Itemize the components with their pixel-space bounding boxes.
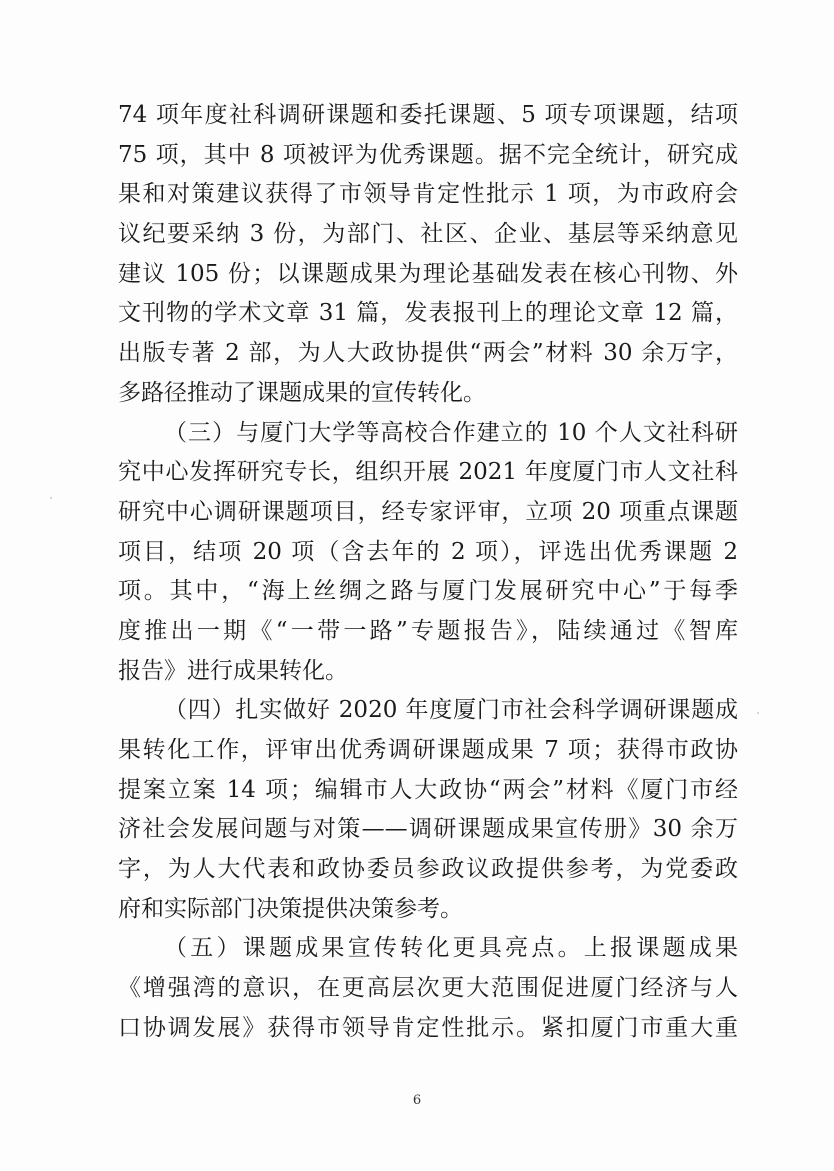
text-line: 出版专著 2 部，为人大政协提供“两会”材料 30 余万字， xyxy=(118,340,738,367)
text-line: 研究中心调研课题项目，经专家评审，立项 20 项重点课题 xyxy=(118,498,738,525)
text-line: 字，为人大代表和政协委员参政议政提供参考，为党委政 xyxy=(118,856,738,883)
text-line: （三）与厦门大学等高校合作建立的 10 个人文社科研 xyxy=(164,419,738,446)
text-line: 75 项，其中 8 项被评为优秀课题。据不完全统计，研究成 xyxy=(118,141,738,168)
body-text xyxy=(118,96,738,1049)
paragraph-2 xyxy=(118,414,738,692)
text-line: 口协调发展》获得市领导肯定性批示。紧扣厦门市重大重 xyxy=(118,1014,738,1041)
paragraph-3 xyxy=(118,691,738,929)
paragraph-4 xyxy=(118,929,738,1048)
scan-speck xyxy=(757,712,759,714)
text-line: 度推出一期《“一带一路”专题报告》，陆续通过《智库 xyxy=(118,617,738,644)
scan-speck xyxy=(50,497,52,499)
text-line: 项目，结项 20 项（含去年的 2 项），评选出优秀课题 2 xyxy=(118,538,738,565)
text-line: （四）扎实做好 2020 年度厦门市社会科学调研课题成 xyxy=(164,697,738,724)
paragraph-1 xyxy=(118,96,738,414)
text-line: （五）课题成果宣传转化更具亮点。上报课题成果 xyxy=(164,935,738,962)
text-line: 济社会发展问题与对策——调研课题成果宣传册》30 余万 xyxy=(118,816,738,843)
text-line: 议纪要采纳 3 份，为部门、社区、企业、基层等采纳意见 xyxy=(118,221,738,248)
text-line: 报告》进行成果转化。 xyxy=(118,657,348,684)
text-line: 多路径推动了课题成果的宣传转化。 xyxy=(118,379,486,406)
text-line: 《增强湾的意识，在更高层次更大范围促进厦门经济与人 xyxy=(118,975,738,1002)
text-line: 果转化工作，评审出优秀调研课题成果 7 项；获得市政协 xyxy=(118,737,738,763)
text-line: 项。其中，“海上丝绸之路与厦门发展研究中心”于每季 xyxy=(118,578,738,605)
text-line: 果和对策建议获得了市领导肯定性批示 1 项，为市政府会 xyxy=(118,181,738,208)
text-line: 究中心发挥研究专长，组织开展 2021 年度厦门市人文社科 xyxy=(118,459,738,486)
text-line: 建议 105 份；以课题成果为理论基础发表在核心刊物、外 xyxy=(118,260,738,287)
text-line: 文刊物的学术文章 31 篇，发表报刊上的理论文章 12 篇， xyxy=(118,300,738,327)
text-line: 74 项年度社科调研课题和委托课题、5 项专项课题，结项 xyxy=(118,102,738,128)
page-number: 6 xyxy=(412,1093,422,1108)
text-line: 府和实际部门决策提供决策参考。 xyxy=(118,895,463,922)
text-line: 提案立案 14 项；编辑市人大政协“两会”材料《厦门市经 xyxy=(118,776,738,803)
